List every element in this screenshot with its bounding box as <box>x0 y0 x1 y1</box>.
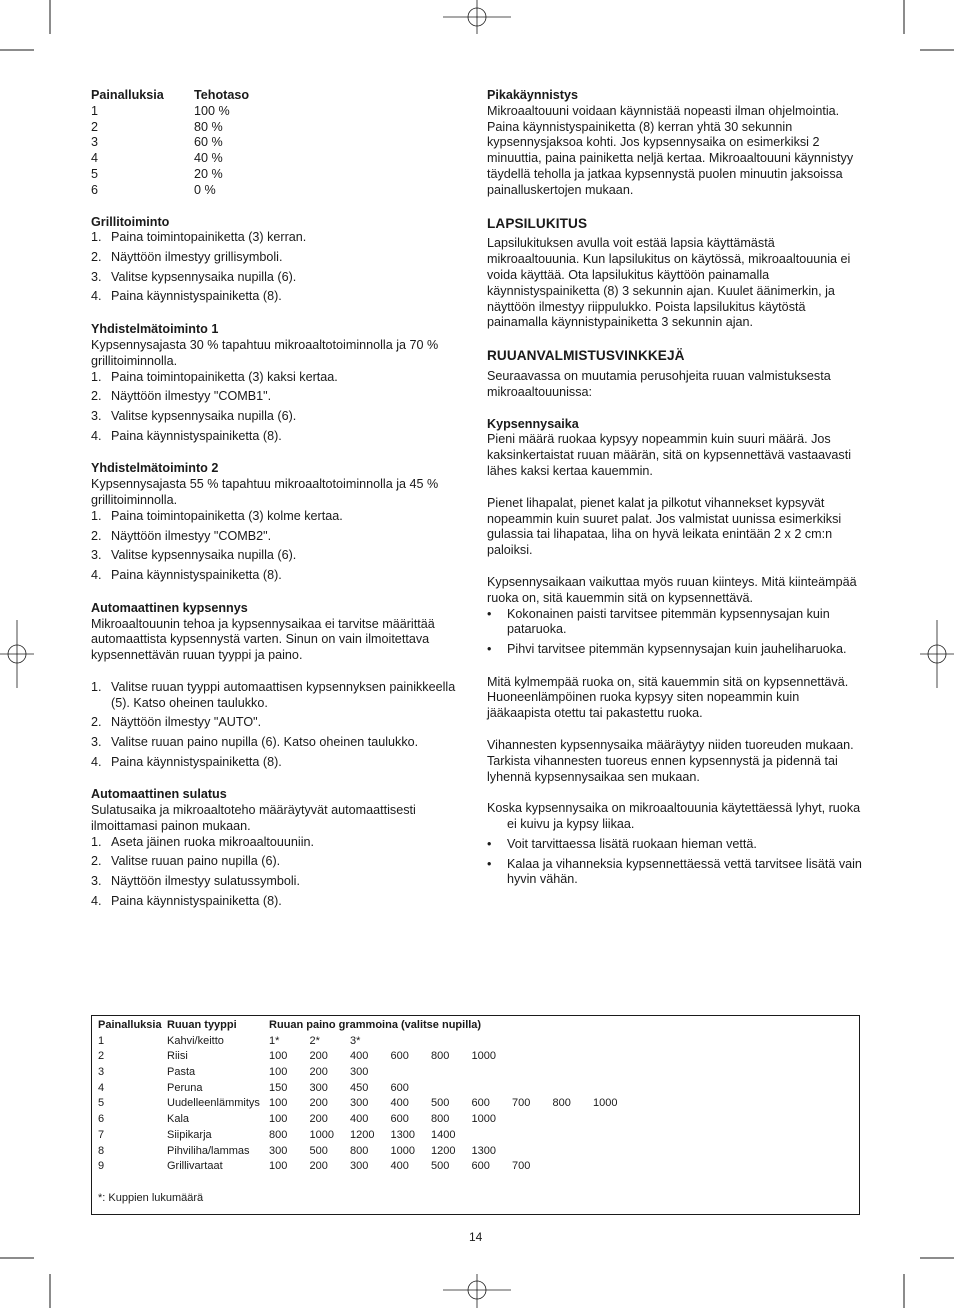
power-presses: 2 <box>91 119 99 134</box>
row-weight-value: 600 <box>390 1113 409 1126</box>
row-weight-value: 100 <box>269 1113 288 1126</box>
row-weight-value: 200 <box>309 1113 328 1126</box>
row-weight-value: 400 <box>390 1160 409 1173</box>
row-weight-value: 200 <box>309 1097 328 1110</box>
row-weight-value <box>512 1035 553 1051</box>
row-weight-value: 1000 <box>309 1128 334 1141</box>
tips-title: RUUANVALMISTUSVINKKEJÄ <box>487 348 685 364</box>
left-column <box>91 88 469 914</box>
row-food-type: Kahvi/keitto <box>167 1034 224 1047</box>
table-row <box>98 1097 634 1113</box>
row-weight-value <box>593 1129 634 1145</box>
quick-start-title: Pikakäynnistys <box>487 88 579 102</box>
combi2-title: Yhdistelmätoiminto 2 <box>91 461 219 476</box>
power-presses: 1 <box>91 103 99 118</box>
table-row <box>91 151 249 167</box>
row-weight-value: 400 <box>350 1113 369 1126</box>
power-level: 100 % <box>194 103 230 118</box>
header-presses: Painalluksia <box>98 1019 162 1031</box>
row-weight-value: 1000 <box>390 1144 415 1157</box>
cooking-time-title: Kypsennysaika <box>487 416 579 431</box>
power-presses: 5 <box>91 166 99 181</box>
auto-cook-title: Automaattinen kypsennys <box>91 600 248 615</box>
row-weight-value <box>593 1113 634 1129</box>
auto-cook-section <box>91 601 469 771</box>
row-weight-value: 200 <box>309 1066 328 1079</box>
grill-title: Grillitoiminto <box>91 214 170 229</box>
table-row <box>98 1145 634 1161</box>
row-weight-value <box>593 1035 634 1051</box>
list-item: 4. Paina käynnistyspainiketta (8). <box>91 893 282 908</box>
row-weight-value <box>431 1035 472 1051</box>
combi2-intro: Kypsennysajasta 55 % tapahtuu mikroaaltotoiminnolla ja 45 % grillitoiminnolla. <box>91 477 439 508</box>
row-weight-value: 400 <box>350 1050 369 1063</box>
header-food-type: Ruuan tyyppi <box>167 1019 237 1031</box>
row-weight-value: 100 <box>269 1160 288 1173</box>
row-weight-value: 2* <box>309 1034 320 1047</box>
row-weight-value: 1300 <box>471 1144 496 1157</box>
list-item: 3. Valitse kypsennysaika nupilla (6). <box>91 269 297 284</box>
list-item: 3. Näyttöön ilmestyy sulatussymboli. <box>91 874 300 889</box>
cooking-time-p5: Vihannesten kypsennysaika määräytyy niiden tuoreuden mukaan. Tarkista vihannesten tuoreus ennen kypsennystä ja pidennä tai lyhennä kypsennysaikaa sen mukaan. <box>487 738 854 784</box>
auto-defrost-section <box>91 787 469 909</box>
table-row <box>98 1113 634 1129</box>
table-footnote: *: Kuppien lukumäärä <box>98 1192 204 1204</box>
tips-section <box>487 348 865 888</box>
row-weight-value: 600 <box>390 1050 409 1063</box>
registration-mark-left <box>0 620 34 688</box>
row-weight-value: 150 <box>269 1081 288 1094</box>
row-weight-value: 100 <box>269 1066 288 1079</box>
table-header-row <box>98 1019 634 1035</box>
row-weight-value: 1000 <box>593 1097 618 1110</box>
list-item: • Pihvi tarvitsee pitemmän kypsennysajan kuin jauheliharuoka. <box>487 642 847 656</box>
list-item: 2. Näyttöön ilmestyy grillisymboli. <box>91 250 283 265</box>
auto-defrost-intro: Sulatusaika ja mikroaaltoteho määräytyvät automaattisesti ilmoittamasi painon mukaan. <box>91 803 416 833</box>
page-number: 14 <box>469 1230 483 1244</box>
row-weight-value: 800 <box>269 1128 288 1141</box>
list-item: 4. Paina käynnistyspainiketta (8). <box>91 754 282 769</box>
row-weight-value <box>391 1066 432 1082</box>
row-weight-value: 300 <box>309 1081 328 1094</box>
row-weight-value <box>593 1066 634 1082</box>
row-weight-value: 450 <box>350 1081 369 1094</box>
row-weight-value: 1200 <box>431 1144 456 1157</box>
cooking-time-p6: Koska kypsennysaika on mikroaaltouunia käytettäessä lyhyt, ruoka ei kuivu ja kypsy liikaa. <box>487 801 861 832</box>
auto-defrost-title: Automaattinen sulatus <box>91 787 227 802</box>
row-food-type: Riisi <box>167 1050 188 1063</box>
power-level-table <box>91 88 249 199</box>
row-food-type: Grillivartaat <box>167 1160 223 1173</box>
table-row <box>98 1082 634 1098</box>
row-weight-value <box>593 1050 634 1066</box>
list-item: 4. Paina käynnistyspainiketta (8). <box>91 567 282 582</box>
row-weight-value <box>553 1160 594 1176</box>
power-level: 20 % <box>194 166 223 181</box>
row-weight-value: 3* <box>350 1034 361 1047</box>
row-presses: 9 <box>98 1160 105 1173</box>
table-row <box>91 135 249 151</box>
right-column <box>487 88 865 892</box>
row-presses: 1 <box>98 1034 105 1047</box>
header-weight: Ruuan paino grammoina (valitse nupilla) <box>269 1019 482 1031</box>
table-row <box>98 1050 634 1066</box>
row-weight-value: 800 <box>431 1050 450 1063</box>
row-weight-value: 1000 <box>471 1050 496 1063</box>
list-item: 1. Valitse ruuan tyyppi automaattisen kypsennyksen painikkeella (5). Katso oheinen taulukko. <box>91 679 456 710</box>
row-weight-value <box>512 1129 553 1145</box>
row-weight-value: 800 <box>431 1113 450 1126</box>
table-row <box>98 1160 634 1176</box>
cooking-time-p3: Kypsennysaikaan vaikuttaa myös ruuan kiinteys. Mitä kiinteämpää ruoka on, sitä kauemmin sitä on kypsennettävä. <box>487 574 857 605</box>
row-presses: 3 <box>98 1066 105 1079</box>
row-weight-value: 200 <box>309 1050 328 1063</box>
row-weight-value: 200 <box>309 1160 328 1173</box>
row-presses: 6 <box>98 1113 105 1126</box>
row-food-type: Pihviliha/lammas <box>167 1144 250 1157</box>
row-weight-value <box>472 1129 513 1145</box>
row-weight-value: 300 <box>350 1066 369 1079</box>
row-weight-value <box>512 1066 553 1082</box>
row-weight-value: 500 <box>431 1097 450 1110</box>
row-weight-value <box>553 1129 594 1145</box>
tips-intro: Seuraavassa on muutamia perusohjeita ruuan valmistuksesta mikroaaltouunissa: <box>487 368 831 399</box>
combi1-section <box>91 322 469 444</box>
row-weight-value <box>512 1082 553 1098</box>
child-lock-title: LAPSILUKITUS <box>487 215 588 231</box>
list-item: • Voit tarvittaessa lisätä ruokaan hieman vettä. <box>487 836 757 851</box>
power-header-level: Tehotaso <box>194 88 250 102</box>
cooking-time-p1: Pieni määrä ruokaa kypsyy nopeammin kuin suuri määrä. Jos kaksinkertaistat ruuan määrän, sitä on kypsennettävä vastaavasti lähes kaksi kertaa kauemmin. <box>487 432 852 478</box>
row-weight-value <box>431 1082 472 1098</box>
power-presses: 6 <box>91 182 99 197</box>
row-weight-value <box>593 1160 634 1176</box>
auto-table-body <box>98 1035 634 1176</box>
auto-cook-table <box>98 1019 634 1176</box>
row-food-type: Siipikarja <box>167 1128 212 1141</box>
power-level: 40 % <box>194 151 223 166</box>
list-item: 3. Valitse kypsennysaika nupilla (6). <box>91 409 297 423</box>
quick-start-text: Mikroaaltouuni voidaan käynnistää nopeasti ilman ohjelmointia. Paina käynnistyspainiketta (8) kerran yhtä 30 sekunnin kypsennysjaksoa kohti. Jos kypsennysaika on esimerkiksi 2 minuuttia, paina painiketta neljä kertaa. Mikroaaltouuni käynnistyy täydellä teholla ja jatkaa kypsennystä puolen minuutin jaksoissa painalluskertojen mukaan. <box>487 103 854 197</box>
row-weight-value <box>431 1066 472 1082</box>
row-weight-value: 700 <box>512 1160 531 1173</box>
child-lock-text: Lapsilukituksen avulla voit estää lapsia käyttämästä mikroaaltouunia. Kun lapsilukitus on käytössä, mikroaaltouunia ei voida käyttää. Ota lapsilukitus käyttöön painamalla käynnistyspainiketta (8) 3 sekunnin ajan. Kuulet äänimerkin, ja näyttöön ilmestyy riippulukko. Poista lapsilukitus käytöstä painamalla käynnistypainiketta 3 sekunnin ajan. <box>487 236 851 330</box>
row-weight-value: 100 <box>269 1050 288 1063</box>
row-weight-value <box>553 1050 594 1066</box>
row-weight-value <box>593 1145 634 1161</box>
row-weight-value: 600 <box>471 1160 490 1173</box>
row-weight-value: 600 <box>471 1097 490 1110</box>
row-weight-value: 800 <box>552 1097 571 1110</box>
row-weight-value <box>553 1035 594 1051</box>
grill-section <box>91 215 469 306</box>
child-lock-section <box>487 216 865 332</box>
power-header-presses: Painalluksia <box>91 88 164 102</box>
table-row <box>91 183 249 199</box>
row-weight-value: 300 <box>350 1160 369 1173</box>
row-presses: 7 <box>98 1128 105 1141</box>
row-weight-value: 1* <box>269 1034 280 1047</box>
row-weight-value: 300 <box>350 1097 369 1110</box>
power-presses: 3 <box>91 135 99 150</box>
combi1-title: Yhdistelmätoiminto 1 <box>91 322 219 337</box>
row-weight-value <box>553 1066 594 1082</box>
row-weight-value: 1200 <box>350 1128 375 1141</box>
power-level: 60 % <box>194 135 223 150</box>
registration-mark-top <box>443 0 511 34</box>
table-row <box>98 1035 634 1051</box>
list-item: 4. Paina käynnistyspainiketta (8). <box>91 428 282 443</box>
row-weight-value <box>553 1145 594 1161</box>
row-weight-value: 300 <box>269 1144 288 1157</box>
row-presses: 4 <box>98 1081 105 1094</box>
row-weight-value: 500 <box>309 1144 328 1157</box>
auto-cook-intro: Mikroaaltouunin tehoa ja kypsennysaikaa ei tarvitse määrittää automaattista kypsennystä varten. Sinun on vain ilmoitettava kypsennettävän ruuan tyyppi ja paino. <box>91 616 435 663</box>
list-item: 1. Paina toimintopainiketta (3) kerran. <box>91 230 307 245</box>
row-weight-value <box>512 1050 553 1066</box>
power-level: 80 % <box>194 119 223 134</box>
row-food-type: Kala <box>167 1113 190 1126</box>
row-weight-value <box>472 1035 513 1051</box>
row-weight-value <box>391 1035 432 1051</box>
row-weight-value <box>512 1113 553 1129</box>
list-item: 1. Paina toimintopainiketta (3) kolme kertaa. <box>91 508 343 523</box>
row-weight-value <box>472 1066 513 1082</box>
row-weight-value <box>553 1113 594 1129</box>
row-weight-value: 1300 <box>390 1128 415 1141</box>
list-item: 4. Paina käynnistyspainiketta (8). <box>91 289 282 304</box>
table-row <box>98 1066 634 1082</box>
row-food-type: Pasta <box>167 1066 196 1079</box>
combi2-section <box>91 461 469 583</box>
quick-start-section <box>487 88 865 199</box>
auto-cook-table-box <box>91 1015 860 1215</box>
row-weight-value: 700 <box>512 1097 531 1110</box>
list-item: • Kokonainen paisti tarvitsee pitemmän kypsennysajan kuin pataruoka. <box>487 606 830 637</box>
list-item: 2. Valitse ruuan paino nupilla (6). <box>91 854 281 869</box>
row-weight-value: 1400 <box>431 1128 456 1141</box>
row-presses: 2 <box>98 1050 105 1063</box>
table-row <box>91 104 249 120</box>
row-food-type: Peruna <box>167 1081 203 1094</box>
table-row <box>98 1129 634 1145</box>
row-presses: 5 <box>98 1097 105 1110</box>
row-weight-value: 1000 <box>471 1113 496 1126</box>
list-item: 1. Aseta jäinen ruoka mikroaaltouuniin. <box>91 834 315 849</box>
row-weight-value: 800 <box>350 1144 369 1157</box>
row-weight-value: 600 <box>390 1081 409 1094</box>
list-item: 3. Valitse kypsennysaika nupilla (6). <box>91 548 297 563</box>
list-item: 1. Paina toimintopainiketta (3) kaksi kertaa. <box>91 369 338 384</box>
row-weight-value <box>472 1082 513 1098</box>
table-row <box>91 167 249 183</box>
row-weight-value: 400 <box>390 1097 409 1110</box>
registration-mark-bottom <box>443 1274 511 1308</box>
list-item: 2. Näyttöön ilmestyy "AUTO". <box>91 715 262 730</box>
list-item: 2. Näyttöön ilmestyy "COMB2". <box>91 528 272 543</box>
list-item: • Kalaa ja vihanneksia kypsennettäessä vettä tarvitsee lisätä vain hyvin vähän. <box>487 856 862 887</box>
row-food-type: Uudelleenlämmitys <box>167 1097 260 1110</box>
combi1-intro: Kypsennysajasta 30 % tapahtuu mikroaaltotoiminnolla ja 70 % grillitoiminnolla. <box>91 338 439 368</box>
row-weight-value <box>553 1082 594 1098</box>
table-row <box>91 120 249 136</box>
list-item: 3. Valitse ruuan paino nupilla (6). Katso oheinen taulukko. <box>91 734 419 749</box>
cooking-time-p2: Pienet lihapalat, pienet kalat ja pilkotut vihannekset kypsyvät nopeammin kuin suuret palat. Jos valmistat uunissa esimerkiksi gulassia tai lihapataa, liha on hyvä leikata enintään 2 x 2 cm:n paloiksi. <box>487 495 842 558</box>
row-weight-value: 500 <box>431 1160 450 1173</box>
row-weight-value <box>512 1145 553 1161</box>
row-weight-value: 100 <box>269 1097 288 1110</box>
registration-mark-right <box>920 620 954 688</box>
power-level: 0 % <box>194 182 216 197</box>
cooking-time-p4: Mitä kylmempää ruoka on, sitä kauemmin sitä on kypsennettävä. Huoneenlämpöinen ruoka kypsyy siten nopeammin kuin jääkaapista otettu tai pakastettu ruoka. <box>487 674 849 721</box>
row-presses: 8 <box>98 1144 105 1157</box>
list-item: 2. Näyttöön ilmestyy "COMB1". <box>91 389 272 404</box>
power-presses: 4 <box>91 151 99 166</box>
row-weight-value <box>593 1082 634 1098</box>
